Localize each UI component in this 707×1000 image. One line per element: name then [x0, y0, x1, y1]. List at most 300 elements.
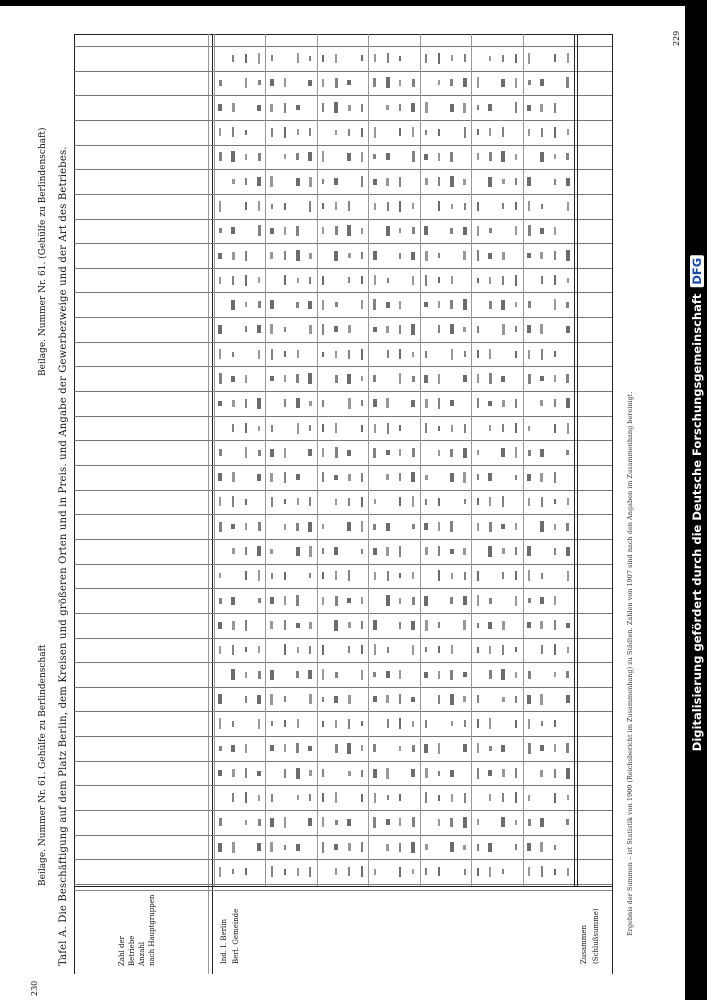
cell-mark: [386, 844, 389, 851]
cell-mark: [515, 102, 517, 113]
cell-mark: [540, 473, 543, 482]
cell-mark: [488, 104, 492, 111]
cell-mark: [399, 718, 401, 729]
cell-mark: [528, 598, 531, 603]
cell-mark: [515, 596, 517, 606]
cell-mark: [258, 819, 261, 826]
cell-mark: [296, 844, 300, 851]
cell-mark: [270, 597, 274, 604]
column-separator: [74, 391, 612, 392]
cell-mark: [232, 721, 234, 727]
cell-mark: [567, 129, 569, 135]
cell-mark: [527, 325, 531, 333]
cell-mark: [219, 867, 221, 877]
cell-mark: [386, 523, 390, 531]
cell-mark: [488, 473, 492, 481]
cell-mark: [554, 548, 556, 555]
cell-mark: [348, 719, 350, 729]
cell-mark: [477, 326, 479, 333]
cell-mark: [322, 597, 324, 605]
cell-mark: [515, 768, 517, 778]
cell-mark: [361, 276, 363, 284]
cell-mark: [540, 376, 544, 381]
cell-mark: [554, 524, 556, 530]
cell-mark: [450, 842, 454, 852]
cell-mark: [566, 547, 570, 556]
cell-mark: [219, 152, 222, 161]
cell-mark: [361, 349, 363, 360]
cell-mark: [245, 523, 247, 530]
cell-mark: [309, 277, 311, 284]
cell-mark: [412, 203, 414, 209]
cell-mark: [219, 449, 222, 456]
cell-mark: [463, 845, 466, 850]
cell-mark: [284, 769, 286, 778]
cell-mark: [270, 745, 274, 751]
cell-mark: [464, 54, 466, 62]
cell-mark: [477, 595, 479, 606]
cell-mark: [232, 645, 234, 655]
cell-mark: [270, 473, 273, 482]
cell-mark: [309, 56, 311, 61]
cell-mark: [399, 177, 401, 187]
cell-mark: [412, 227, 415, 234]
cell-mark: [361, 176, 363, 187]
cell-mark: [386, 595, 390, 606]
cell-mark: [232, 424, 234, 432]
cell-mark: [284, 596, 286, 605]
cell-mark: [489, 670, 492, 679]
cell-mark: [373, 672, 376, 677]
cell-mark: [361, 521, 363, 532]
cell-mark: [231, 597, 235, 605]
cell-mark: [231, 376, 235, 382]
cell-mark: [218, 770, 222, 776]
column-separator: [74, 588, 612, 589]
cell-mark: [488, 401, 492, 406]
cell-mark: [258, 350, 260, 359]
cell-mark: [373, 548, 377, 555]
cell-mark: [425, 130, 427, 135]
cell-mark: [399, 104, 401, 111]
cell-mark: [232, 55, 234, 62]
cell-mark: [540, 449, 544, 457]
cell-mark: [477, 868, 479, 876]
cell-mark: [284, 327, 286, 332]
cell-mark: [412, 127, 414, 137]
column-separator: [74, 219, 612, 220]
cell-mark: [271, 204, 273, 209]
cell-mark: [540, 694, 543, 705]
cell-mark: [515, 720, 517, 728]
cell-mark: [528, 570, 530, 581]
cell-mark: [438, 253, 440, 258]
cell-mark: [540, 252, 543, 259]
cell-mark: [348, 129, 350, 136]
cell-mark: [219, 349, 221, 359]
cell-mark: [232, 869, 234, 874]
cell-mark: [297, 129, 299, 135]
stub-row-1: Ind. I. Berlin: [220, 918, 228, 964]
cell-mark: [528, 867, 530, 876]
cell-mark: [334, 178, 338, 185]
cell-mark: [477, 474, 479, 480]
cell-mark: [425, 475, 428, 480]
cell-mark: [450, 152, 453, 162]
cell-mark: [463, 744, 467, 752]
cell-mark: [501, 300, 505, 310]
stub-head-1: Zahl der: [118, 936, 126, 966]
cell-mark: [450, 324, 454, 334]
cell-mark: [450, 549, 454, 554]
cell-mark: [528, 301, 531, 308]
cell-mark: [335, 226, 338, 235]
cell-mark: [347, 80, 351, 85]
cell-mark: [438, 671, 440, 679]
cell-mark: [528, 671, 531, 679]
cell-mark: [528, 719, 530, 729]
cell-mark: [361, 497, 363, 507]
cell-mark: [232, 548, 235, 554]
cell-mark: [554, 424, 556, 433]
cell-mark: [322, 448, 324, 457]
cell-mark: [373, 375, 376, 382]
cell-mark: [245, 696, 247, 703]
column-separator: [74, 859, 612, 860]
cell-mark: [502, 55, 504, 62]
cell-mark: [284, 472, 286, 483]
cell-mark: [515, 792, 517, 803]
cell-mark: [515, 351, 517, 358]
cell-mark: [258, 795, 260, 801]
cell-mark: [322, 276, 324, 285]
cell-mark: [232, 127, 234, 137]
cell-mark: [477, 226, 479, 236]
cell-mark: [412, 597, 415, 605]
cell-mark: [284, 203, 286, 210]
cell-mark: [566, 768, 570, 779]
cell-mark: [347, 598, 351, 603]
cell-mark: [245, 130, 247, 135]
cell-mark: [489, 277, 491, 284]
cell-mark: [335, 820, 338, 825]
cell-mark: [412, 79, 415, 87]
cell-mark: [450, 670, 453, 680]
cell-mark: [373, 696, 377, 702]
cell-mark: [219, 80, 222, 86]
cell-mark: [554, 620, 556, 630]
cell-mark: [284, 696, 286, 702]
cell-mark: [489, 301, 492, 309]
cell-mark: [373, 179, 377, 185]
cell-mark: [566, 671, 569, 678]
column-separator: [74, 194, 612, 195]
cell-mark: [515, 326, 517, 332]
cell-mark: [540, 228, 544, 234]
cell-mark: [219, 573, 221, 578]
cell-mark: [387, 350, 389, 358]
cell-mark: [477, 77, 479, 88]
cell-mark: [425, 620, 428, 631]
cell-mark: [515, 672, 517, 678]
cell-mark: [361, 645, 363, 654]
cell-mark: [284, 251, 286, 260]
cell-mark: [477, 278, 479, 283]
cell-mark: [425, 178, 428, 185]
cell-mark: [450, 818, 453, 827]
cell-mark: [258, 53, 260, 64]
cell-mark: [412, 572, 414, 579]
cell-mark: [218, 694, 222, 704]
cell-mark: [399, 80, 401, 86]
cell-mark: [438, 398, 440, 409]
cell-mark: [438, 53, 440, 64]
cell-mark: [271, 497, 273, 507]
cell-mark: [218, 325, 222, 334]
cell-mark: [231, 151, 235, 162]
cell-mark: [218, 473, 222, 481]
cell-mark: [335, 571, 337, 580]
cell-mark: [296, 474, 300, 480]
cell-mark: [322, 769, 324, 777]
cell-mark: [386, 819, 390, 825]
cell-mark: [463, 78, 467, 87]
cell-mark: [424, 523, 428, 530]
cell-mark: [502, 127, 504, 137]
cell-mark: [463, 103, 466, 113]
cell-mark: [411, 103, 415, 112]
cell-mark: [567, 795, 569, 800]
cell-mark: [245, 499, 247, 505]
cell-mark: [387, 278, 389, 283]
cell-mark: [245, 302, 247, 307]
cell-mark: [567, 571, 569, 581]
cell-mark: [245, 672, 247, 678]
cell-mark: [245, 375, 247, 383]
cell-mark: [463, 375, 467, 382]
cell-mark: [297, 53, 299, 63]
cell-mark: [334, 620, 338, 631]
cell-mark: [361, 228, 363, 234]
cell-mark: [463, 817, 467, 828]
cell-mark: [335, 302, 338, 307]
cell-mark: [322, 817, 324, 827]
cell-mark: [477, 350, 479, 358]
cell-mark: [528, 819, 531, 826]
column-separator: [74, 440, 612, 441]
cell-mark: [373, 327, 377, 332]
cell-mark: [501, 151, 505, 162]
cell-mark: [361, 252, 363, 259]
cell-mark: [451, 55, 453, 61]
cell-mark: [284, 127, 286, 138]
cell-mark: [347, 450, 351, 456]
cell-mark: [245, 154, 247, 160]
cell-mark: [271, 349, 273, 360]
cell-mark: [502, 572, 504, 579]
cell-mark: [284, 375, 286, 382]
cell-mark: [451, 573, 453, 579]
cell-mark: [541, 497, 543, 507]
cell-mark: [296, 374, 299, 383]
dfg-logo: DFG: [690, 255, 704, 288]
cell-mark: [335, 130, 337, 135]
cell-mark: [515, 226, 517, 235]
cell-mark: [373, 620, 377, 630]
column-separator: [74, 292, 612, 293]
cell-mark: [296, 250, 300, 261]
cell-mark: [515, 475, 517, 480]
cell-mark: [464, 720, 466, 727]
cell-mark: [566, 743, 569, 753]
cell-mark: [334, 326, 338, 332]
cell-mark: [361, 376, 363, 381]
cell-mark: [554, 227, 556, 235]
cell-mark: [425, 768, 428, 778]
cell-mark: [296, 768, 300, 779]
cell-mark: [347, 522, 351, 531]
cell-mark: [566, 374, 569, 383]
cell-mark: [399, 818, 401, 826]
cell-mark: [334, 547, 338, 555]
cell-mark: [308, 522, 312, 532]
cell-mark: [271, 721, 273, 726]
cell-mark: [245, 571, 247, 580]
cell-mark: [502, 424, 504, 432]
cell-mark: [374, 644, 376, 655]
cell-mark: [284, 499, 286, 504]
cell-mark: [335, 720, 337, 728]
cell-mark: [488, 177, 492, 187]
cell-mark: [335, 54, 337, 63]
cell-mark: [245, 399, 247, 408]
banner-text: Digitalisierung gefördert durch die Deutsche Forschungsgemeinschaft: [690, 293, 704, 752]
row-group-separator: [471, 34, 472, 886]
cell-mark: [501, 79, 505, 87]
column-separator: [74, 46, 612, 47]
cell-mark: [347, 225, 351, 236]
cell-mark: [489, 646, 491, 654]
cell-mark: [515, 696, 517, 703]
cell-mark: [566, 819, 569, 825]
cell-mark: [477, 719, 479, 728]
cell-mark: [438, 795, 440, 801]
cell-mark: [386, 547, 389, 556]
cell-mark: [554, 375, 556, 382]
cell-mark: [566, 695, 570, 703]
cell-mark: [361, 104, 363, 112]
cell-mark: [296, 671, 299, 678]
column-separator: [74, 835, 612, 836]
cell-mark: [245, 202, 247, 210]
cell-mark: [540, 818, 544, 827]
cell-mark: [374, 54, 376, 62]
scanned-page: [0, 6, 686, 1000]
cell-mark: [399, 373, 401, 384]
cell-mark: [232, 252, 235, 260]
cell-mark: [335, 596, 338, 606]
cell-mark: [399, 546, 401, 557]
cell-mark: [284, 448, 286, 458]
cell-mark: [515, 423, 517, 433]
cell-mark: [231, 227, 235, 234]
column-separator: [74, 342, 612, 343]
cell-mark: [270, 300, 274, 309]
cell-mark: [477, 523, 479, 531]
cell-mark: [386, 398, 389, 408]
cell-mark: [425, 868, 427, 875]
cell-mark: [348, 843, 351, 851]
cell-mark: [348, 867, 350, 876]
cell-mark: [464, 351, 466, 357]
cell-mark: [296, 743, 299, 753]
cell-mark: [438, 743, 440, 754]
cell-mark: [515, 547, 517, 555]
cell-mark: [477, 768, 479, 779]
cell-mark: [451, 645, 453, 654]
cell-mark: [399, 694, 401, 704]
cell-mark: [554, 596, 556, 605]
cell-mark: [540, 770, 543, 777]
cell-mark: [489, 373, 492, 384]
cell-mark: [219, 201, 221, 212]
cell-mark: [373, 448, 376, 458]
cell-mark: [502, 324, 505, 335]
cell-mark: [219, 522, 222, 532]
cell-mark: [515, 54, 517, 63]
cell-mark: [528, 129, 530, 136]
cell-mark: [527, 177, 531, 186]
cell-mark: [296, 595, 299, 606]
cell-mark: [347, 374, 351, 384]
cell-mark: [540, 597, 544, 604]
cell-mark: [554, 499, 556, 504]
cell-mark: [451, 721, 453, 726]
cell-mark: [387, 53, 389, 63]
cell-mark: [386, 226, 390, 236]
cell-mark: [232, 352, 234, 357]
cell-mark: [335, 868, 337, 875]
cell-mark: [477, 153, 479, 160]
cell-mark: [335, 672, 338, 678]
running-head-right: Beilage. Nummer Nr. 61. (Gehülfe zu Berlindenschaft): [38, 127, 48, 376]
cell-mark: [502, 496, 504, 507]
cell-mark: [245, 547, 247, 555]
stub-head-3: Anzahl: [138, 941, 146, 966]
cell-mark: [270, 694, 273, 705]
cell-mark: [463, 696, 466, 702]
cell-mark: [361, 597, 363, 604]
cell-mark: [477, 129, 479, 135]
cell-mark: [477, 647, 479, 653]
cell-mark: [270, 449, 274, 457]
cell-mark: [245, 423, 247, 433]
cell-mark: [502, 548, 505, 554]
column-separator: [74, 761, 612, 762]
sum-rule: [574, 34, 575, 886]
running-head-left: Beilage. Nummer Nr. 61. Gehülfe zu Berlindenschaft: [38, 644, 48, 886]
cell-mark: [373, 817, 376, 828]
cell-mark: [258, 570, 260, 581]
cell-mark: [399, 622, 401, 629]
cell-mark: [218, 622, 222, 629]
cell-mark: [373, 524, 376, 530]
cell-mark: [348, 325, 351, 333]
cell-mark: [515, 523, 517, 530]
cell-mark: [451, 794, 453, 802]
cell-mark: [258, 277, 260, 283]
cell-mark: [297, 868, 299, 876]
